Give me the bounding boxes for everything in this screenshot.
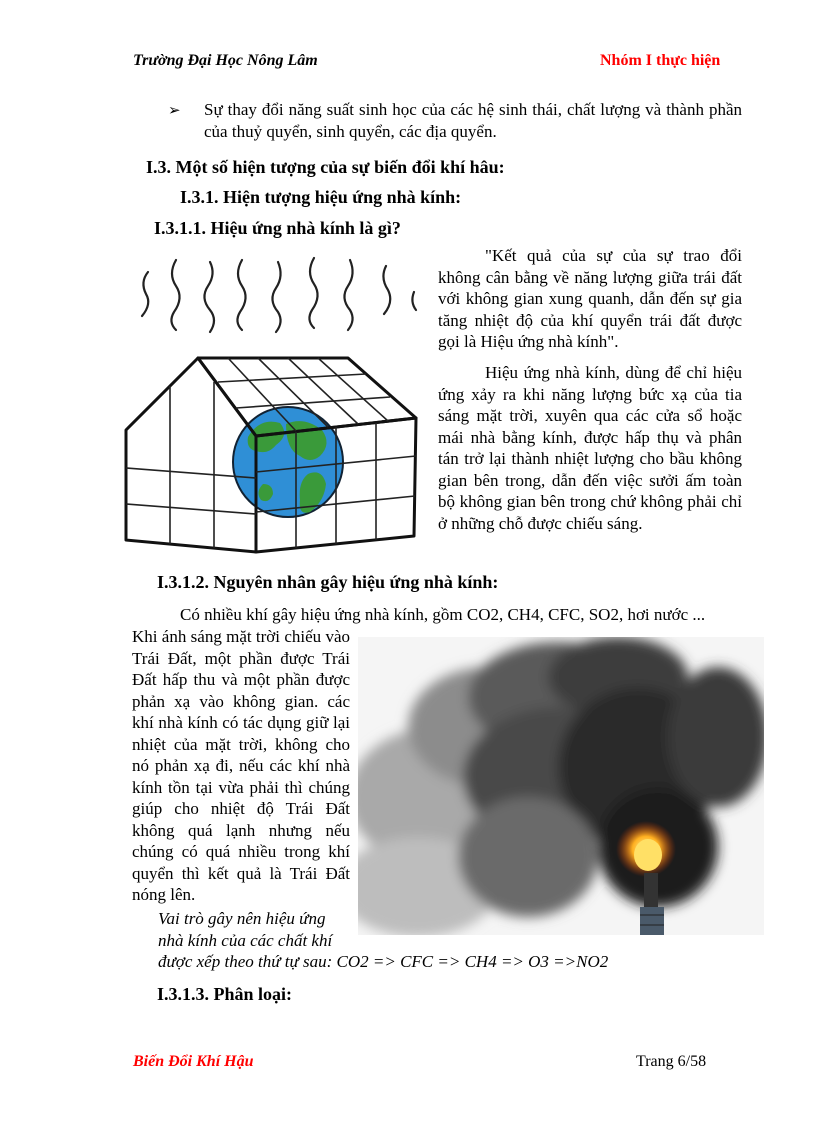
role-line-1: Vai trò gây nên hiệu ứng <box>158 909 326 928</box>
s2-heading: I.3.1.2. Nguyên nhân gây hiệu ứng nhà kính: <box>157 572 499 592</box>
gases-intro: Có nhiều khí gây hiệu ứng nhà kính, gồm CO2, CH4, CFC, SO2, hơi nước ... <box>180 605 706 624</box>
greenhouse-explanation: Hiệu ứng nhà kính, dùng để chỉ hiệu ứng xảy ra khi năng lượng bức xạ của tia sáng mặt trời, xuyên qua các cửa sổ hoặc mái nhà bằng kính, được hấp thụ và phân tán trở lại thành nhiệt lượng cho bầu không gian bên trong, dẫn đến việc sưởi ấm toàn bộ không gian bên trong chứ không phải chỉ ở những chỗ được chiếu sáng. <box>438 363 742 533</box>
bullet-arrow-icon: ➢ <box>168 103 181 119</box>
section-heading: I.3. Một số hiện tượng của sự biến đổi khí hâu: <box>146 157 505 177</box>
role-line-3: được xếp theo thứ tự sau: CO2 => CFC => CH4 => O3 =>NO2 <box>158 952 609 971</box>
s1-heading: I.3.1.1. Hiệu ứng nhà kính là gì? <box>154 218 401 238</box>
cause-paragraph: Khi ánh sáng mặt trời chiếu vào Trái Đất, một phần được Trái Đất hấp thu và một phần được phản xạ vào không gian. các khí nhà kính có tác dụng giữ lại nhiệt của mặt trời, không cho nó phản xạ đi, nếu các khí nhà kính tồn tại vừa phải thì chúng giúp cho nhiệt độ Trái Đất không quá lạnh nhưng nếu chúng có quá nhiều trong khí quyển thì kết quả là Trái Đất nóng lên. <box>132 627 350 904</box>
role-caption <box>158 908 758 973</box>
footer-title: Biến Đổi Khí Hậu <box>133 1053 254 1070</box>
greenhouse-image <box>118 252 428 558</box>
s3-heading: I.3.1.3. Phân loại: <box>157 984 293 1004</box>
role-line-2: nhà kính của các chất khí <box>158 930 333 950</box>
smoke-image <box>358 637 764 935</box>
subsection-heading: I.3.1. Hiện tượng hiệu ứng nhà kính: <box>180 187 462 207</box>
definition-quote: "Kết quả của sự của sự trao đổi không cân bằng về năng lượng giữa trái đất với không gian xung quanh, dẫn đến sự gia tăng nhiệt độ của khí quyển trái đất được gọi là Hiệu ứng nhà kính". <box>438 246 742 351</box>
page-number: Trang 6/58 <box>636 1053 707 1070</box>
bullet-paragraph: Sự thay đổi năng suất sinh học của các hệ sinh thái, chất lượng và thành phần của thuỷ quyển, sinh quyển, các địa quyển. <box>204 100 742 141</box>
header-group: Nhóm I thực hiện <box>600 52 721 69</box>
header-school: Trường Đại Học Nông Lâm <box>133 52 318 69</box>
